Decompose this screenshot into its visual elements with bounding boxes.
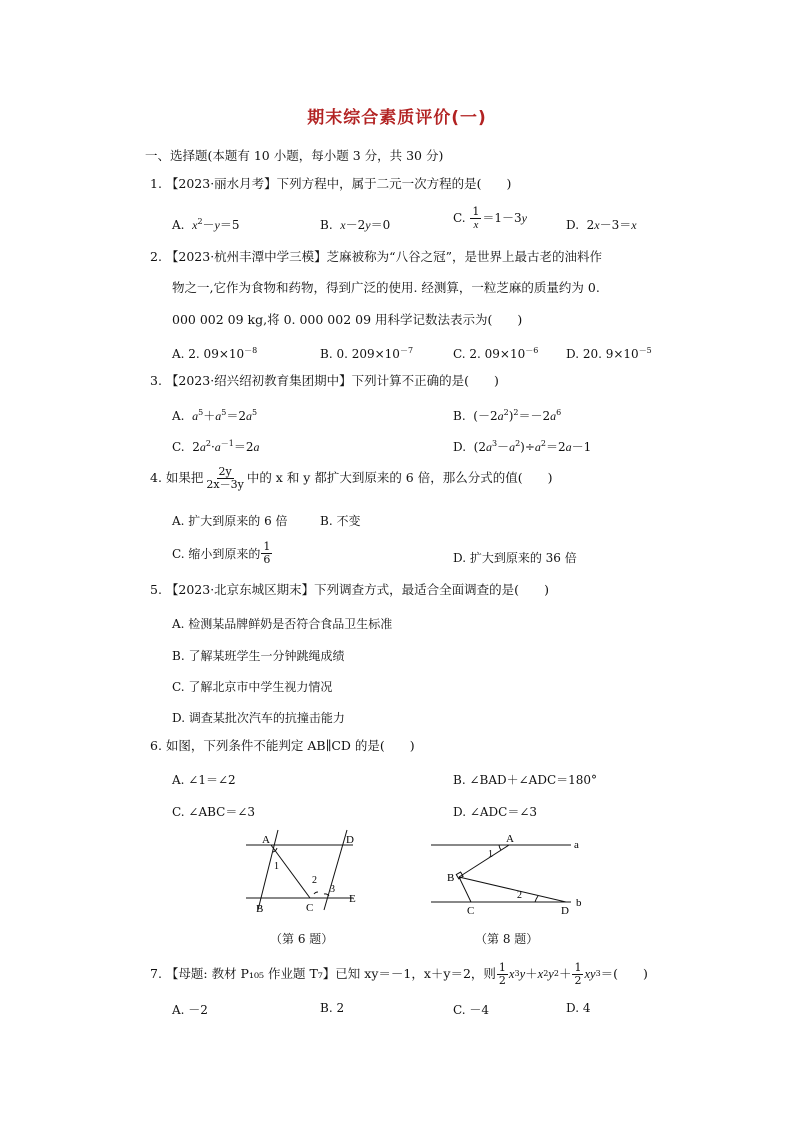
q7-stem-post: ＝( ) [600,965,648,981]
figure-8-diagram [425,830,590,920]
q1-option-b: B. x－2y＝0 [320,218,391,232]
q4-option-c: C. 缩小到原来的 $\frac{1}{6}$ [172,540,271,566]
fig6-label-e: E [349,893,356,905]
q2-option-b: B. 0. $209\times 10^{-7}$ [320,346,414,361]
fig8-label-a: A [506,833,514,845]
q7-option-b: B. 2 [320,1001,345,1015]
fig6-label-c: C [306,902,314,914]
q3-option-a: A. $a^5+a^5=2a^5$ [172,408,258,423]
fig8-label-a-line: a [574,839,579,851]
fig8-label-d: D [561,905,569,917]
question-2-line-2: 物之一,它作为食物和药物，得到广泛的使用. 经测算，一粒芝麻的质量约为 0. [172,280,600,295]
q6-option-b: B. ∠BAD＋∠ADC＝180° [453,773,598,787]
q3-option-c: C. $2a^2\cdot a^{-1}=2a$ [172,439,260,454]
q5-option-d: D. 调查某批次汽车的抗撞击能力 [172,711,345,725]
figure-6-diagram [240,828,370,918]
q4-stem-pre: 4. 如果把 [150,469,204,485]
fig6-label-1: 1 [274,861,279,872]
q3-option-d: D. $(2a^3-a^2)\div a^2=2a-1$ [453,439,592,454]
question-2-line-1: 2. 【2023·杭州丰潭中学三模】芝麻被称为“八谷之冠”，是世界上最古老的油料作 [150,249,602,264]
q2-option-c: C. 2. $09\times 10^{-6}$ [453,346,539,361]
q4-option-a: A. 扩大到原来的 6 倍 [172,514,288,528]
q6-option-c: C. ∠ABC＝∠3 [172,805,256,819]
q3-option-b: B. $(-2a^2)^2=-2a^6$ [453,408,562,423]
q7-stem-pre: 7. 【母题: 教材 P₁₀₅ 作业题 T₇】已知 xy＝－1，x＋y＝2，则 [150,965,496,981]
question-3-stem: 3. 【2023·绍兴绍初教育集团期中】下列计算不正确的是( ) [150,373,499,388]
question-6-stem: 6. 如图，下列条件不能判定 AB∥CD 的是( ) [150,738,415,753]
fig8-label-b: B [447,872,455,884]
page-title: 期末综合素质评价(一) [307,108,487,128]
fig6-label-2: 2 [312,875,317,886]
question-2-line-3: 000 002 09 kg,将 0. 000 002 09 用科学记数法表示为( ) [172,312,523,327]
figure-6-caption: （第 6 题） [270,932,334,946]
q4-fraction: $\frac{2y}{2x-3y}$ [206,465,244,491]
q6-option-a: A. ∠1＝∠2 [172,773,236,787]
q4-option-b: B. 不变 [320,514,361,528]
q7-option-d: D. 4 [566,1001,591,1015]
q2-option-a: A. 2. $09\times 10^{-8}$ [172,346,258,361]
fig6-label-3: 3 [330,884,335,895]
fig8-label-1: 1 [488,849,493,860]
q6-option-d: D. ∠ADC＝∠3 [453,805,538,819]
fig6-label-a: A [262,834,270,846]
q7-option-c: C. －4 [453,1003,490,1017]
q7-option-a: A. －2 [172,1003,208,1017]
figure-8-caption: （第 8 题） [475,932,539,946]
q5-option-a: A. 检测某品牌鲜奶是否符合食品卫生标准 [172,617,393,631]
question-4-stem [150,466,553,490]
q5-option-c: C. 了解北京市中学生视力情况 [172,680,333,694]
fig6-label-b: B [256,903,264,915]
question-7-stem [150,962,648,986]
q1-option-c: C. $\frac{1}{x}$ ＝1－3y [453,205,527,231]
fig6-label-d: D [346,834,354,846]
fig8-label-b-line: b [576,897,582,909]
q7-expression: $\frac{1}{2}$ x 3 y ＋ x 2 y 2 ＋ $\frac{1}{2}$ xy 3 [498,961,601,987]
q5-option-b: B. 了解某班学生一分钟跳绳成绩 [172,649,345,663]
q4-option-d: D. 扩大到原来的 36 倍 [453,551,577,565]
q1-option-d: D. 2x－3＝x [566,218,637,232]
q1-option-a: A. $x^2-y=5$ [172,217,240,232]
section-heading: 一、选择题(本题有 10 小题，每小题 3 分，共 30 分) [145,148,444,163]
question-1-stem: 1. 【2023·丽水月考】下列方程中，属于二元一次方程的是( ) [150,176,512,191]
q2-option-d: D. 20. $9\times 10^{-5}$ [566,346,652,361]
question-5-stem: 5. 【2023·北京东城区期末】下列调查方式，最适合全面调查的是( ) [150,582,549,597]
fig8-label-c: C [467,905,475,917]
fig8-label-2: 2 [517,890,522,901]
q4-stem-post: 中的 x 和 y 都扩大到原来的 6 倍，那么分式的值( ) [246,469,553,485]
